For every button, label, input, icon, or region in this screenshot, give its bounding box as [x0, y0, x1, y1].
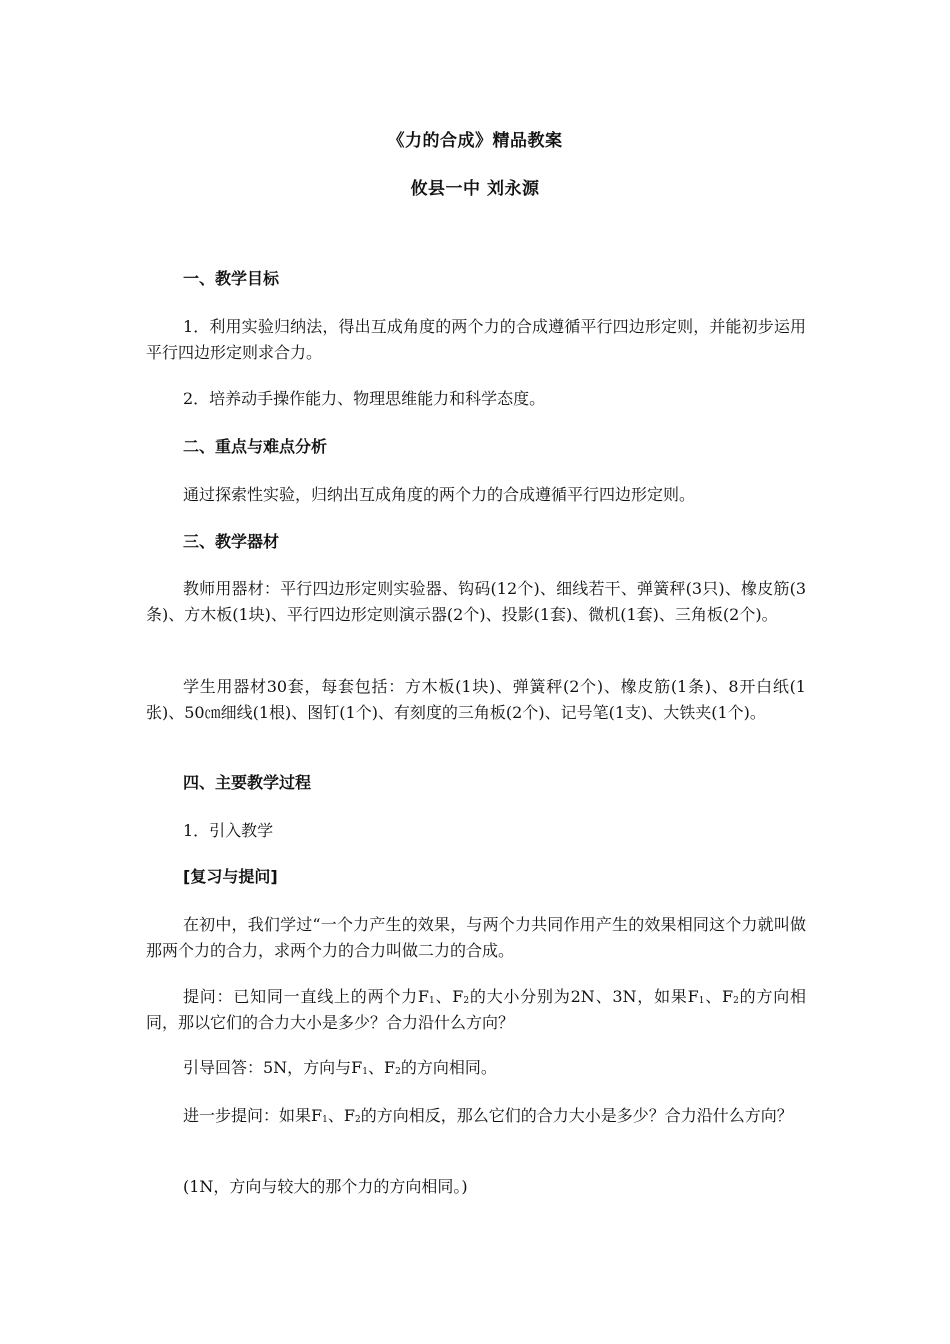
subscript-1: 1 — [698, 996, 705, 1006]
paragraph-teacher-equipment: 教师用器材：平行四边形定则实验器、钩码(12个)、细线若干、弹簧秤(3只)、橡皮筋(3条)、方木板(1块)、平行四边形定则演示器(2个)、投影(1套)、微机(1套)、三角板(2个)。 — [146, 579, 806, 624]
question-1-text-c: 的大小分别为2N、3N，如果F — [469, 987, 699, 1006]
question-1-text-e: 的方向相同，那以它们的合力大小是多少？合力沿什么方向？ — [146, 987, 807, 1032]
section-heading-equipment: 三、教学器材 — [183, 532, 280, 551]
section-heading-process: 四、主要教学过程 — [183, 773, 312, 792]
paragraph-answer-2: (1N，方向与较大的那个力的方向相同。) — [183, 1177, 468, 1196]
paragraph-objective-1: 1．利用实验归纳法，得出互成角度的两个力的合成遵循平行四边形定则，并能初步运用平行四边形定则求合力。 — [146, 317, 806, 362]
document-author: 攸县一中 刘永源 — [410, 179, 540, 199]
question-1-text-a: 提问：已知同一直线上的两个力F — [183, 987, 430, 1006]
answer-1-text-c: 的方向相同。 — [400, 1058, 497, 1077]
document-title: 《力的合成》精品教案 — [387, 131, 563, 151]
paragraph-intro: 1．引入教学 — [183, 821, 274, 840]
paragraph-question-1 — [146, 984, 806, 1036]
question-2-text-a: 进一步提问：如果F — [183, 1106, 323, 1125]
subscript-2: 2 — [395, 1067, 401, 1077]
question-1-text-d: 、F — [704, 987, 734, 1006]
question-2-text-b: 、F — [327, 1106, 355, 1125]
paragraph-answer-1 — [146, 1055, 806, 1081]
answer-1-text-a: 引导回答：5N，方向与F — [183, 1058, 363, 1077]
subscript-2: 2 — [733, 996, 739, 1006]
subscript-1: 1 — [322, 1115, 328, 1125]
paragraph-key-points: 通过探索性实验，归纳出互成角度的两个力的合成遵循平行四边形定则。 — [183, 485, 696, 504]
question-1-text-b: 、F — [434, 987, 464, 1006]
subscript-1: 1 — [429, 996, 435, 1006]
paragraph-review: 在初中，我们学过“一个力产生的效果，与两个力共同作用产生的效果相同这个力就叫做那两个力的合力，求两个力的合力叫做二力的合成。 — [146, 915, 806, 960]
subheading-review: [复习与提问] — [183, 867, 278, 886]
subscript-2: 2 — [463, 996, 470, 1006]
subscript-2: 2 — [354, 1115, 361, 1125]
question-2-text-c: 的方向相反，那么它们的合力大小是多少？合力沿什么方向？ — [360, 1106, 793, 1125]
paragraph-student-equipment: 学生用器材30套，每套包括：方木板(1块)、弹簧秤(2个)、橡皮筋(1条)、8开白纸(1张)、50㎝细线(1根)、图钉(1个)、有刻度的三角板(2个)、记号笔(1支)、大铁夹(1个)。 — [146, 677, 806, 722]
answer-1-text-b: 、F — [368, 1058, 396, 1077]
section-heading-objectives: 一、教学目标 — [183, 269, 280, 288]
paragraph-objective-2: 2．培养动手操作能力、物理思维能力和科学态度。 — [183, 389, 546, 408]
subscript-1: 1 — [362, 1067, 369, 1077]
paragraph-question-2 — [146, 1103, 806, 1129]
section-heading-key-points: 二、重点与难点分析 — [183, 437, 328, 456]
